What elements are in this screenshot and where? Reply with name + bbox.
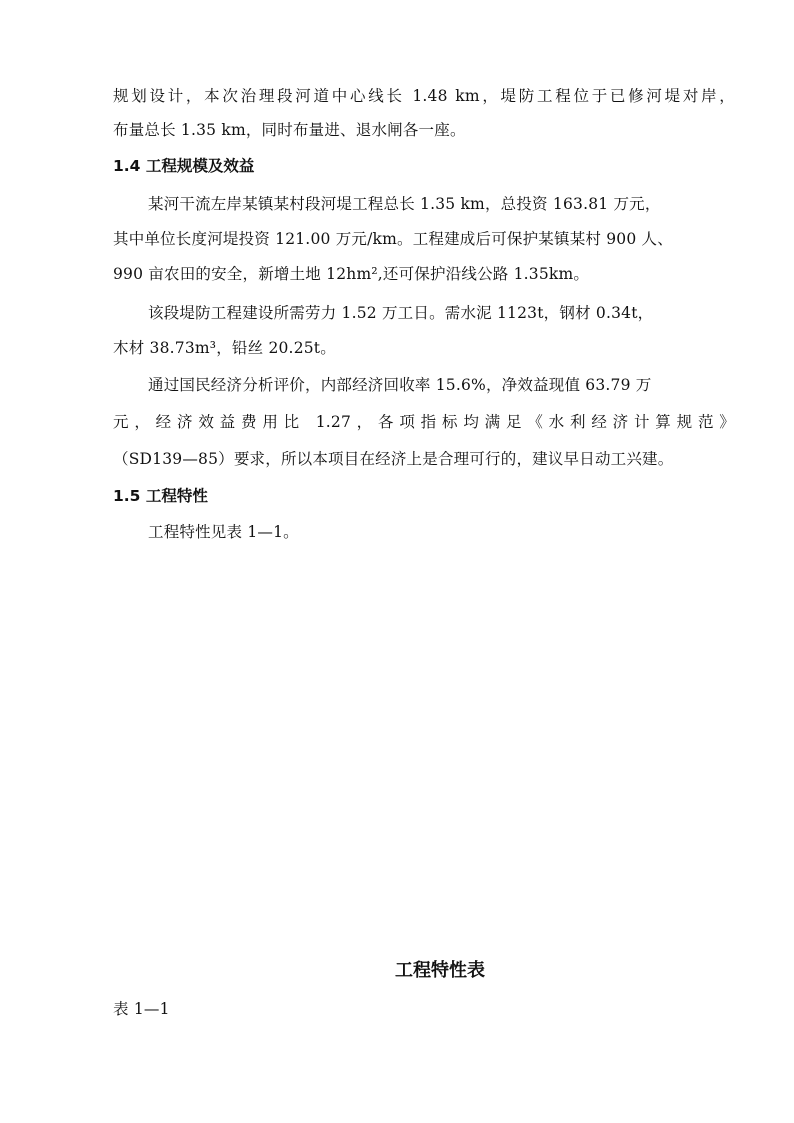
- paragraph-line: 某河干流左岸某镇某村段河堤工程总长 1.35 km，总投资 163.81 万元，: [148, 195, 661, 213]
- table-title: 工程特性表: [395, 960, 485, 981]
- section-heading-1-5: 1.5 工程特性: [113, 487, 208, 505]
- paragraph-line: 元，经济效益费用比 1.27，各项指标均满足《水利经济计算规范》: [113, 413, 735, 431]
- table-label: 表 1—1: [113, 1000, 170, 1018]
- paragraph-line: 布量总长 1.35 km，同时布量进、退水闸各一座。: [113, 121, 466, 139]
- section-heading-1-4: 1.4 工程规模及效益: [113, 157, 255, 175]
- paragraph-line: 990 亩农田的安全，新增土地 12hm²,还可保护沿线公路 1.35km。: [113, 265, 590, 283]
- paragraph-line: 通过国民经济分析评价，内部经济回收率 15.6%，净效益现值 63.79 万: [148, 376, 652, 394]
- paragraph-line: 其中单位长度河堤投资 121.00 万元/km。工程建成后可保护某镇某村 900 人、: [113, 230, 673, 248]
- paragraph-line: 木材 38.73m³，铅丝 20.25t。: [113, 339, 336, 357]
- paragraph-line: 规划设计，本次治理段河道中心线长 1.48 km，堤防工程位于已修河堤对岸，: [113, 87, 735, 105]
- paragraph-line: 该段堤防工程建设所需劳力 1.52 万工日。需水泥 1123t，钢材 0.34t，: [148, 304, 654, 322]
- paragraph-line: 工程特性见表 1—1。: [148, 523, 299, 541]
- paragraph-line: （SD139—85）要求，所以本项目在经济上是合理可行的，建议早日动工兴建。: [113, 450, 674, 468]
